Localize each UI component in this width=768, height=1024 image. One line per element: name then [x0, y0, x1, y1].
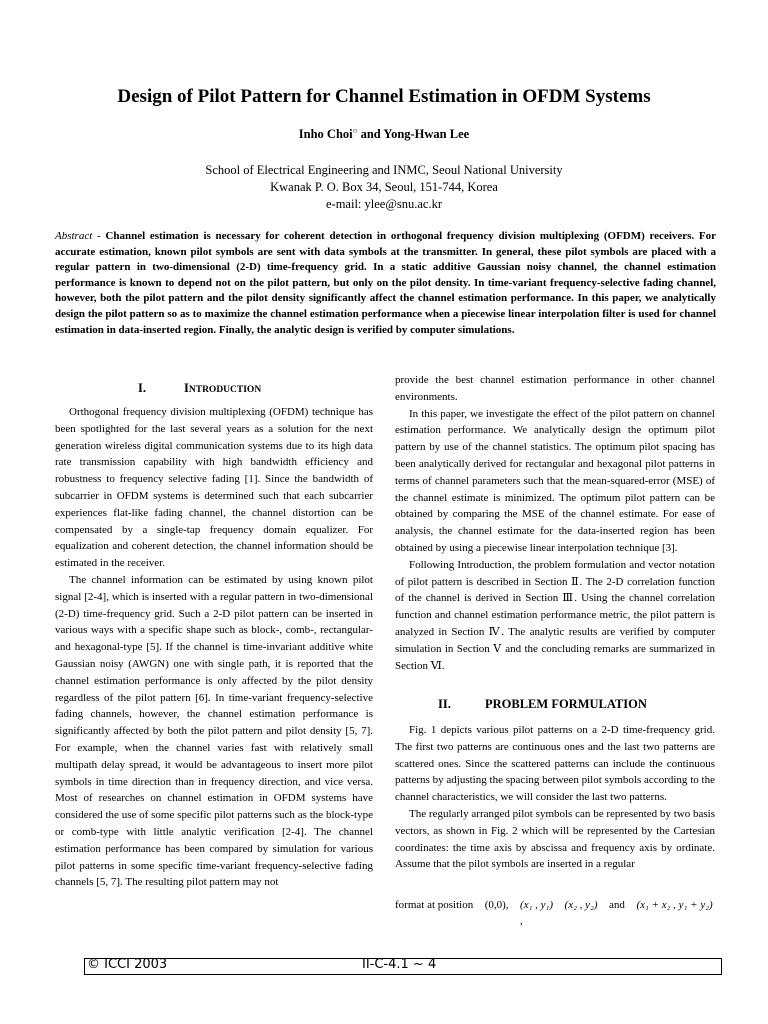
right-column-top — [395, 372, 715, 674]
section-2-title: PROBLEM FORMULATION — [485, 697, 647, 711]
page-footer — [84, 958, 722, 975]
footer-copyright: © ICCI 2003 — [87, 957, 168, 972]
footer-page-label: II-C-4.1 ~ 4 — [362, 957, 437, 972]
formula-separator: , — [505, 899, 509, 911]
affiliation-block — [0, 162, 768, 213]
formula-and: and — [609, 899, 625, 911]
right-column-bottom — [395, 722, 715, 873]
author-first: Inho Choi — [298, 127, 353, 142]
abstract — [55, 229, 716, 338]
section-1-heading — [138, 381, 261, 396]
intro-paragraph-3: In this paper, we investigate the effect of the pilot pattern on channel estimation performance. We analytically design the optimum pilot pattern by use of the channel statistics. The optimum pilot spacing has been analytically derived for rectangular and hexagonal pilot patterns in terms of channel parameters such that the mean-squared-error (MSE) of the channel estimate is minimized. The optimum pilot pattern can be obtained by comparing the MSE of the channel estimate. For ease of analysis, the channel estimate for the data-inserted region has been obtained by using a piecewise linear interpolation technique [3]. — [395, 407, 715, 554]
formula-trailing-comma: , — [520, 915, 523, 927]
section-1-title-rest: NTRODUCTION — [188, 385, 262, 395]
section-1-number: I. — [138, 381, 146, 395]
intro-paragraph-1: Orthogonal frequency division multiplexing (OFDM) technique has been spotlighted for the last several years as a solution for the next generation wireless digital communication systems due to its high data rate transmission capability with high bandwidth efficiency and robustness to frequency selective fading [1]. Since the bandwidth of subcarrier in OFDM systems is determined such that each subcarrier experiences flat-like fading channel, the channel distortion can be compensated by a single-tap frequency domain equalizer. For equalization and coherent detection, the channel information should be estimated in the receiver. — [55, 406, 373, 570]
affiliation-institution: School of Electrical Engineering and INMC, Seoul National University — [205, 163, 563, 177]
section-2-number: II. — [438, 697, 451, 711]
left-column — [55, 404, 373, 891]
formulation-paragraph-2: The regularly arranged pilot symbols can be represented by two basis vectors, as shown in Fig. 2 which will be represented by the Cartesian coordinates: the time axis by abscissa and frequency axis by ordinate. Assume that the pilot symbols are inserted in a regular — [395, 807, 715, 871]
section-1-title-initial: I — [184, 381, 189, 395]
intro-continuation: provide the best channel estimation performance in other channel environments. — [395, 374, 715, 403]
formula-point-2: (x₂ , y₂) — [564, 899, 598, 911]
formula-origin: (0,0) — [484, 899, 506, 911]
formula-line — [395, 899, 713, 927]
paper-title: Design of Pilot Pattern for Channel Estimation in OFDM Systems — [117, 86, 651, 107]
intro-paragraph-4: Following Introduction, the problem formulation and vector notation of pilot pattern is described in Section Ⅱ. The 2-D correlation function of the channel is derived in Section Ⅲ. Using the channel correlation function and channel estimation performance metric, the pilot pattern is analyzed in Section Ⅳ. The analytic results are verified by computer simulation in Section Ⅴ and the concluding remarks are summarized in Section Ⅵ. — [395, 558, 715, 672]
author-rest: and Yong-Hwan Lee — [357, 127, 470, 142]
formula-point-3: (x₁ + x₂ , y₁ + y₂) — [636, 899, 713, 911]
formula-point-1: (x₁ , y₁) — [520, 899, 554, 911]
section-2-heading — [438, 697, 647, 712]
formula-prefix: format at position — [395, 899, 474, 911]
intro-paragraph-2: The channel information can be estimated by using known pilot signal [2-4], which is inserted with a regular pattern in two-dimensional (2-D) time-frequency grid. Such a 2-D pilot pattern can be inserted in various ways with a specific shape such as block-, comb-, rectangular- and hexagonal-type [5]. If the channel is time-invariant additive white Gaussian noisy (AWGN) one with single path, it is reported that the channel estimation performance is only affected by the pilot density regardless of the pilot pattern [6]. In time-variant frequency-selective fading channels, however, the channel estimation performance is significantly affected by both the pilot pattern and pilot density [5, 7]. For example, when the channel varies fast with relatively small multipath delay spread, it would be advantageous to insert more pilot symbols in time direction than in frequency direction, and vice versa. Most of researches on channel estimation in OFDM systems have considered the use of some specific pilot patterns such as the block-type or comb-type with little analytic verification [2-4]. The channel estimation performance has been compared by simulation for various pilot patterns in some specific time-variant frequency-selective fading channels [5, 7]. The resulting pilot pattern may not — [55, 573, 373, 889]
affiliation-address: Kwanak P. O. Box 34, Seoul, 151-744, Korea — [270, 180, 498, 194]
author-line — [0, 126, 768, 142]
abstract-text: Channel estimation is necessary for coherent detection in orthogonal frequency division multiplexing (OFDM) receivers. For accurate estimation, known pilot symbols are sent with data symbols at the transmitter. In general, these pilot symbols are placed with a regular pattern in two-dimensional (2-D) time-frequency grid. In a static additive Gaussian noisy channel, the channel estimation performance is known to depend not on the pilot pattern, but only on the pilot density. In time-variant frequency-selective fading channel, however, both the pilot pattern and the pilot density significantly affect the channel estimation performance. In this paper, we analytically design the pilot pattern so as to maximize the channel estimation performance when a piecewise linear interpolation filter is used for channel estimation in data-inserted region. Finally, the analytic design is verified by computer simulations. — [55, 230, 716, 336]
formulation-paragraph-1: Fig. 1 depicts various pilot patterns on a 2-D time-frequency grid. The first two patterns are continuous ones and the last two patterns are scattered ones. Since the scattered patterns can include the continuous patterns by adjusting the spacing between pilot symbols according to the channel characteristics, we will consider the last two patterns. — [395, 724, 715, 804]
abstract-lead: Abstract - — [55, 230, 101, 242]
corresponding-author-marker: ○ — [352, 126, 358, 135]
affiliation-email: e-mail: ylee@snu.ac.kr — [326, 197, 442, 211]
